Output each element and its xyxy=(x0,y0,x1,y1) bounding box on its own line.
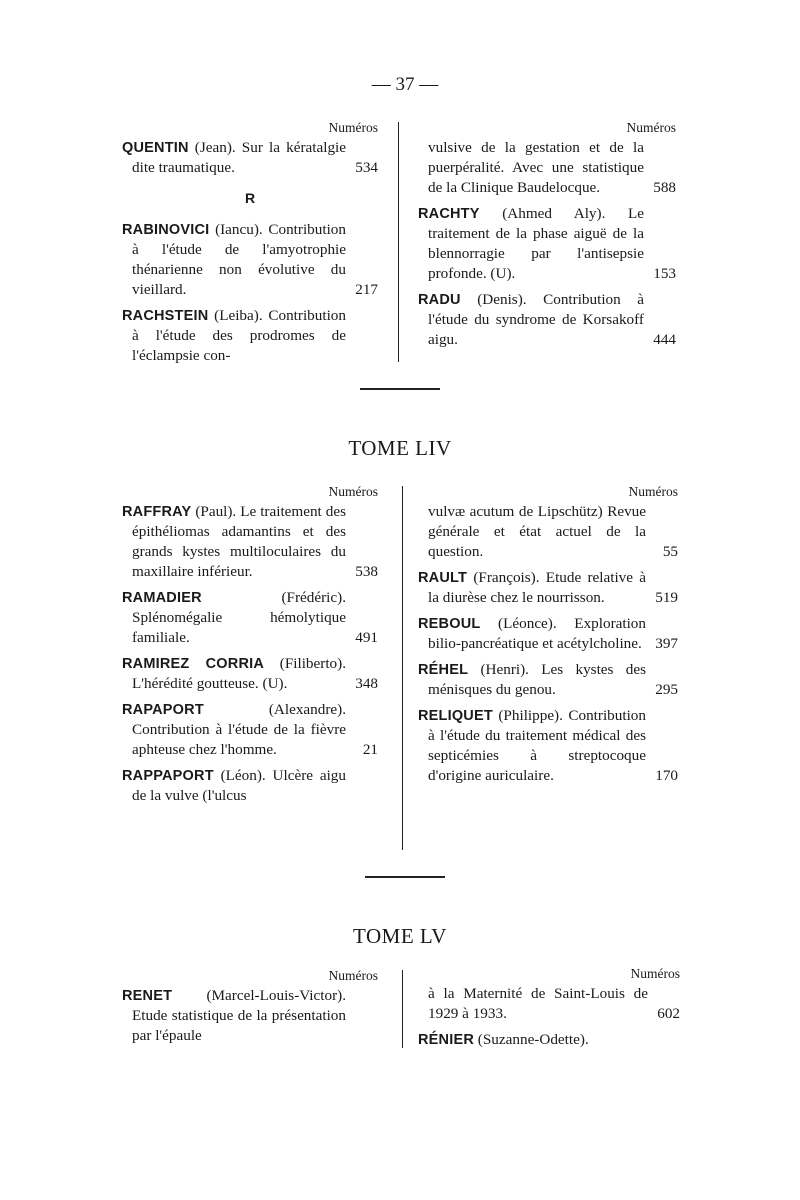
author-name: RÉNIER xyxy=(418,1032,474,1048)
entry-number: 55 xyxy=(662,543,678,560)
author-name: RAFFRAY xyxy=(122,504,192,520)
entry-text: (François). Etude relative à la diurèse chez le nourrisson. xyxy=(428,569,646,606)
tome-liv-title: TOME LIV xyxy=(348,436,452,460)
entry-text: vulvæ acutum de Lipschütz) Revue générale et état actuel de la question. xyxy=(428,503,646,560)
index-entry xyxy=(122,502,378,582)
index-entry xyxy=(122,654,378,694)
column-divider xyxy=(402,970,403,1048)
entry-number: 519 xyxy=(655,589,678,606)
entry-number: 444 xyxy=(653,331,676,348)
author-name: QUENTIN xyxy=(122,140,189,156)
author-name: RAPPAPORT xyxy=(122,768,214,784)
entry-text: (Alexandre). Contribution à l'étude de la fièvre aphteuse chez l'homme. xyxy=(132,701,346,758)
tome-lv-title: TOME LV xyxy=(353,924,447,948)
index-entry xyxy=(418,614,678,654)
numeros-header: Numéros xyxy=(328,120,378,135)
author-name: RENET xyxy=(122,988,173,1004)
column-divider xyxy=(398,122,399,362)
entry-text: (Denis). Contribution à l'étude du syndrome de Korsakoff aigu. xyxy=(428,291,644,348)
entry-number: 491 xyxy=(355,629,378,646)
entry-number: 588 xyxy=(653,179,676,196)
index-entry xyxy=(418,138,676,198)
index-entry xyxy=(418,1030,680,1050)
author-name: RELIQUET xyxy=(418,708,493,724)
entry-number: 397 xyxy=(655,635,678,652)
section-divider xyxy=(365,876,445,878)
entry-number: 538 xyxy=(355,563,378,580)
index-entry xyxy=(418,706,678,786)
entry-text: (Marcel-Louis-Victor). Etude statistique de la présentation par l'épaule xyxy=(132,987,346,1044)
author-name: RADU xyxy=(418,292,461,308)
column-right-tome-liv xyxy=(418,484,678,792)
entry-number: 170 xyxy=(655,767,678,784)
column-right-tome-lv xyxy=(418,966,680,1056)
index-entry xyxy=(418,660,678,700)
author-name: RACHTY xyxy=(418,206,480,222)
index-entry xyxy=(418,290,676,350)
index-entry xyxy=(418,502,678,562)
author-name: RÉHEL xyxy=(418,662,469,678)
entry-text: (Filiberto). L'hérédité goutteuse. (U). xyxy=(132,655,346,692)
column-left-tome-liv xyxy=(122,484,378,812)
entry-text: (Henri). Les kystes des ménisques du genou. xyxy=(428,661,646,698)
entry-text: (Jean). Sur la kératalgie dite traumatique. xyxy=(132,139,346,176)
entry-text: (Paul). Le traitement des épithéliomas adamantins et des grands kystes multiloculaires du maxillaire inférieur. xyxy=(132,503,346,580)
entry-number: 534 xyxy=(355,159,378,176)
numeros-header: Numéros xyxy=(328,968,378,983)
author-name: RAMIREZ CORRIA xyxy=(122,656,265,672)
column-left-top xyxy=(122,120,378,372)
entry-text: (Ahmed Aly). Le traitement de la phase aiguë de la blennorragie par l'antisepsie profonde. (U). xyxy=(428,205,644,282)
page-number: — 37 — xyxy=(371,74,439,95)
entry-text: (Iancu). Contribution à l'étude de l'amyotrophie thénarienne non évolutive du vieillard. xyxy=(132,221,346,298)
index-entry xyxy=(122,220,378,300)
entry-number: 348 xyxy=(355,675,378,692)
index-entry xyxy=(418,204,676,284)
author-name: RACHSTEIN xyxy=(122,308,209,324)
entry-text: à la Maternité de Saint-Louis de 1929 à 1933. xyxy=(428,985,648,1022)
author-name: RAULT xyxy=(418,570,468,586)
column-left-tome-lv xyxy=(122,968,378,1052)
author-name: REBOUL xyxy=(418,616,481,632)
entry-text: (Léon). Ulcère aigu de la vulve (l'ulcus xyxy=(132,767,346,804)
entry-number: 602 xyxy=(657,1005,680,1022)
numeros-header: Numéros xyxy=(328,484,378,499)
index-entry xyxy=(122,766,378,806)
index-entry xyxy=(418,984,680,1024)
column-divider xyxy=(402,486,403,850)
entry-text: (Léonce). Exploration bilio-pancréatique et acétylcholine. xyxy=(428,615,646,652)
entry-text: (Philippe). Contribution à l'étude du traitement médical des septicémies à streptocoque d'origine auriculaire. xyxy=(428,707,646,784)
entry-text: (Leiba). Contribution à l'étude des prodromes de l'éclampsie con- xyxy=(132,307,346,364)
index-entry xyxy=(122,588,378,648)
numeros-header: Numéros xyxy=(628,484,678,499)
index-entry xyxy=(418,568,678,608)
entry-number: 295 xyxy=(655,681,678,698)
entry-text: (Suzanne-Odette). xyxy=(474,1031,589,1048)
index-entry xyxy=(122,138,378,178)
entry-text: (Frédéric). Splénomégalie hémolytique familiale. xyxy=(132,589,346,646)
author-name: RAMADIER xyxy=(122,590,202,606)
entry-text: vulsive de la gestation et de la puerpéralité. Avec une statistique de la Clinique Baudelocque. xyxy=(428,139,644,196)
numeros-header: Numéros xyxy=(630,966,680,981)
column-right-top xyxy=(418,120,676,356)
section-letter: R xyxy=(244,190,256,206)
entry-number: 217 xyxy=(355,281,378,298)
numeros-header: Numéros xyxy=(626,120,676,135)
index-entry xyxy=(122,986,378,1046)
index-entry xyxy=(122,306,378,366)
section-divider xyxy=(360,388,440,390)
index-entry xyxy=(122,700,378,760)
entry-number: 21 xyxy=(362,741,378,758)
author-name: RABINOVICI xyxy=(122,222,210,238)
entry-number: 153 xyxy=(653,265,676,282)
author-name: RAPAPORT xyxy=(122,702,204,718)
